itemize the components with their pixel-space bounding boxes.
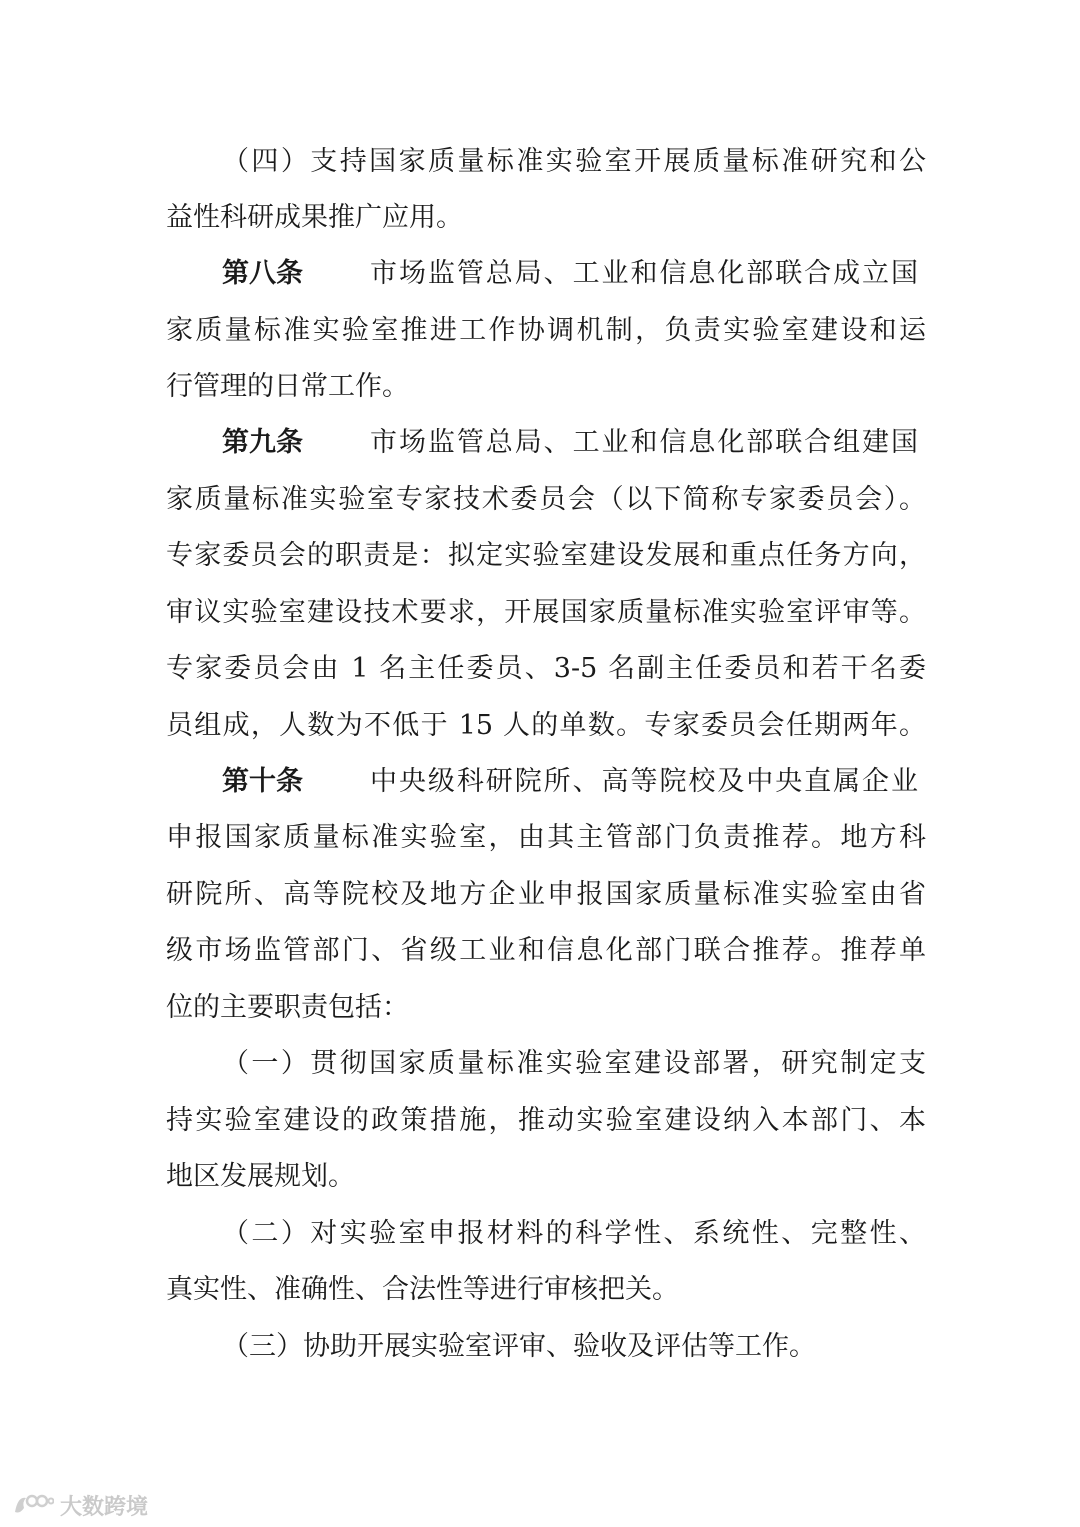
- paragraph-line: 家质量标准实验室专家技术委员会（以下简称专家委员会）。: [166, 484, 926, 515]
- paragraph-line: （一）贯彻国家质量标准实验室建设部署，研究制定支: [222, 1048, 926, 1079]
- article-text: 市场监管总局、工业和信息化部联合组建国: [370, 427, 918, 458]
- paragraph-line: 专家委员会的职责是：拟定实验室建设发展和重点任务方向，: [166, 540, 926, 571]
- article-heading-line: [222, 762, 926, 802]
- paragraph-line: 持实验室建设的政策措施，推动实验室建设纳入本部门、本: [166, 1105, 926, 1136]
- logo-icon: [12, 1492, 54, 1518]
- paragraph-line: 审议实验室建设技术要求，开展国家质量标准实验室评审等。: [166, 597, 926, 628]
- paragraph-line: 真实性、准确性、合法性等进行审核把关。: [166, 1274, 679, 1305]
- paragraph-line: 地区发展规划。: [166, 1161, 355, 1192]
- article-label: 第十条: [222, 766, 303, 797]
- paragraph-line: 员组成，人数为不低于 15 人的单数。专家委员会任期两年。: [166, 710, 926, 741]
- article-heading-line: [222, 423, 926, 463]
- paragraph-line: 行管理的日常工作。: [166, 371, 409, 402]
- paragraph-line: 级市场监管部门、省级工业和信息化部门联合推荐。推荐单: [166, 935, 926, 966]
- paragraph-line: 益性科研成果推广应用。: [166, 202, 463, 233]
- paragraph-line: 位的主要职责包括：: [166, 992, 409, 1023]
- paragraph-line: 家质量标准实验室推进工作协调机制，负责实验室建设和运: [166, 315, 926, 346]
- watermark: [12, 1490, 148, 1520]
- paragraph-line: 专家委员会由 1 名主任委员、3-5 名副主任委员和若干名委: [166, 653, 926, 684]
- article-label: 第八条: [222, 258, 303, 289]
- watermark-text: 大数跨境: [60, 1494, 149, 1520]
- paragraph-line: 申报国家质量标准实验室，由其主管部门负责推荐。地方科: [166, 822, 926, 853]
- paragraph-line: （四）支持国家质量标准实验室开展质量标准研究和公: [222, 146, 926, 177]
- article-label: 第九条: [222, 427, 303, 458]
- paragraph-line: 研院所、高等院校及地方企业申报国家质量标准实验室由省: [166, 879, 926, 910]
- article-text: 市场监管总局、工业和信息化部联合成立国: [370, 258, 918, 289]
- article-heading-line: [222, 254, 926, 294]
- paragraph-line: （三）协助开展实验室评审、验收及评估等工作。: [222, 1331, 816, 1362]
- article-text: 中央级科研院所、高等院校及中央直属企业: [370, 766, 918, 797]
- paragraph-line: （二）对实验室申报材料的科学性、系统性、完整性、: [222, 1218, 926, 1249]
